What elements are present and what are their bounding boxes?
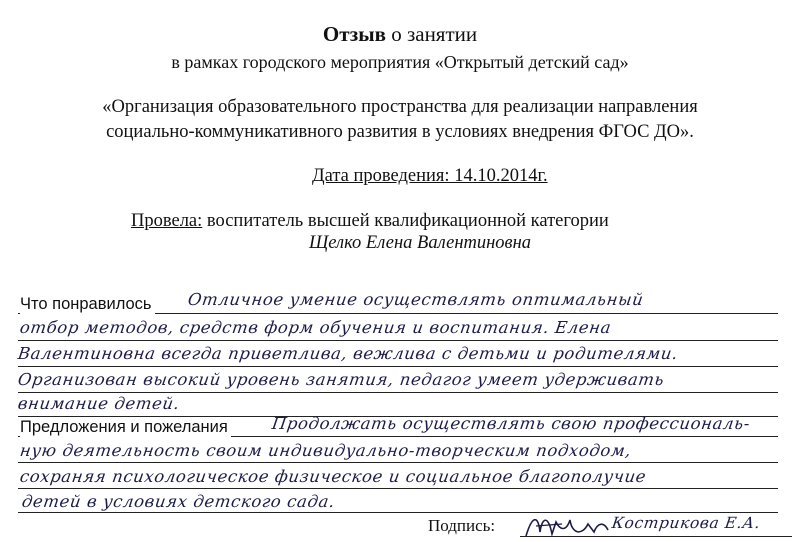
rule-line <box>18 512 778 513</box>
suggestions-label: Предложения и пожелания <box>20 418 231 437</box>
conducted-text: воспитатель высшей квалификационной категории <box>202 211 609 231</box>
signature-scribble <box>522 510 612 540</box>
conducted-label: Провела: <box>131 211 203 231</box>
signature-name: Кострикова Е.А. <box>610 514 762 532</box>
rule-line <box>18 392 778 393</box>
conducted-row <box>131 211 609 232</box>
handwritten-line: Отличное умение осуществлять оптимальный <box>186 290 645 309</box>
topic-line-1: «Организация образовательного пространства для реализации направления <box>102 97 698 117</box>
handwritten-line: Организован высокий уровень занятия, педагог умеет удерживать <box>16 370 666 389</box>
rule-line <box>18 488 778 489</box>
topic-line-2: социально-коммуникативного развития в условиях внедрения ФГОС ДО». <box>106 122 694 142</box>
document-subtitle: в рамках городского мероприятия «Открытый детский сад» <box>171 52 629 72</box>
handwritten-line: отбор методов, средств форм обучения и воспитания. Елена <box>18 318 613 337</box>
handwritten-line: Продолжать осуществлять свою профессиональ- <box>270 414 752 433</box>
handwritten-line: ную деятельность своим индивидуально-творческим подходом, <box>18 441 633 460</box>
signature-label: Подпись: <box>428 516 498 536</box>
liked-label: Что понравилось <box>20 295 155 314</box>
rule-line <box>18 340 778 341</box>
date-label: Дата проведения: <box>312 166 450 186</box>
handwritten-line: детей в условиях детского сада. <box>20 492 337 511</box>
event-topic <box>40 95 760 145</box>
date-row <box>312 166 548 187</box>
document-title <box>0 22 800 47</box>
handwritten-line: сохраняя психологическое физическое и социальное благополучие <box>18 467 648 486</box>
date-value: 14.10.2014г. <box>449 166 548 186</box>
title-rest: о занятии <box>385 22 478 46</box>
rule-line <box>18 366 778 367</box>
rule-line <box>18 462 778 463</box>
title-bold: Отзыв <box>322 22 386 46</box>
handwritten-line: Валентиновна всегда приветлива, вежлива с детьми и родителями. <box>16 344 680 363</box>
teacher-name: Щелко Елена Валентиновна <box>309 233 531 253</box>
handwritten-line: внимание детей. <box>16 394 181 413</box>
